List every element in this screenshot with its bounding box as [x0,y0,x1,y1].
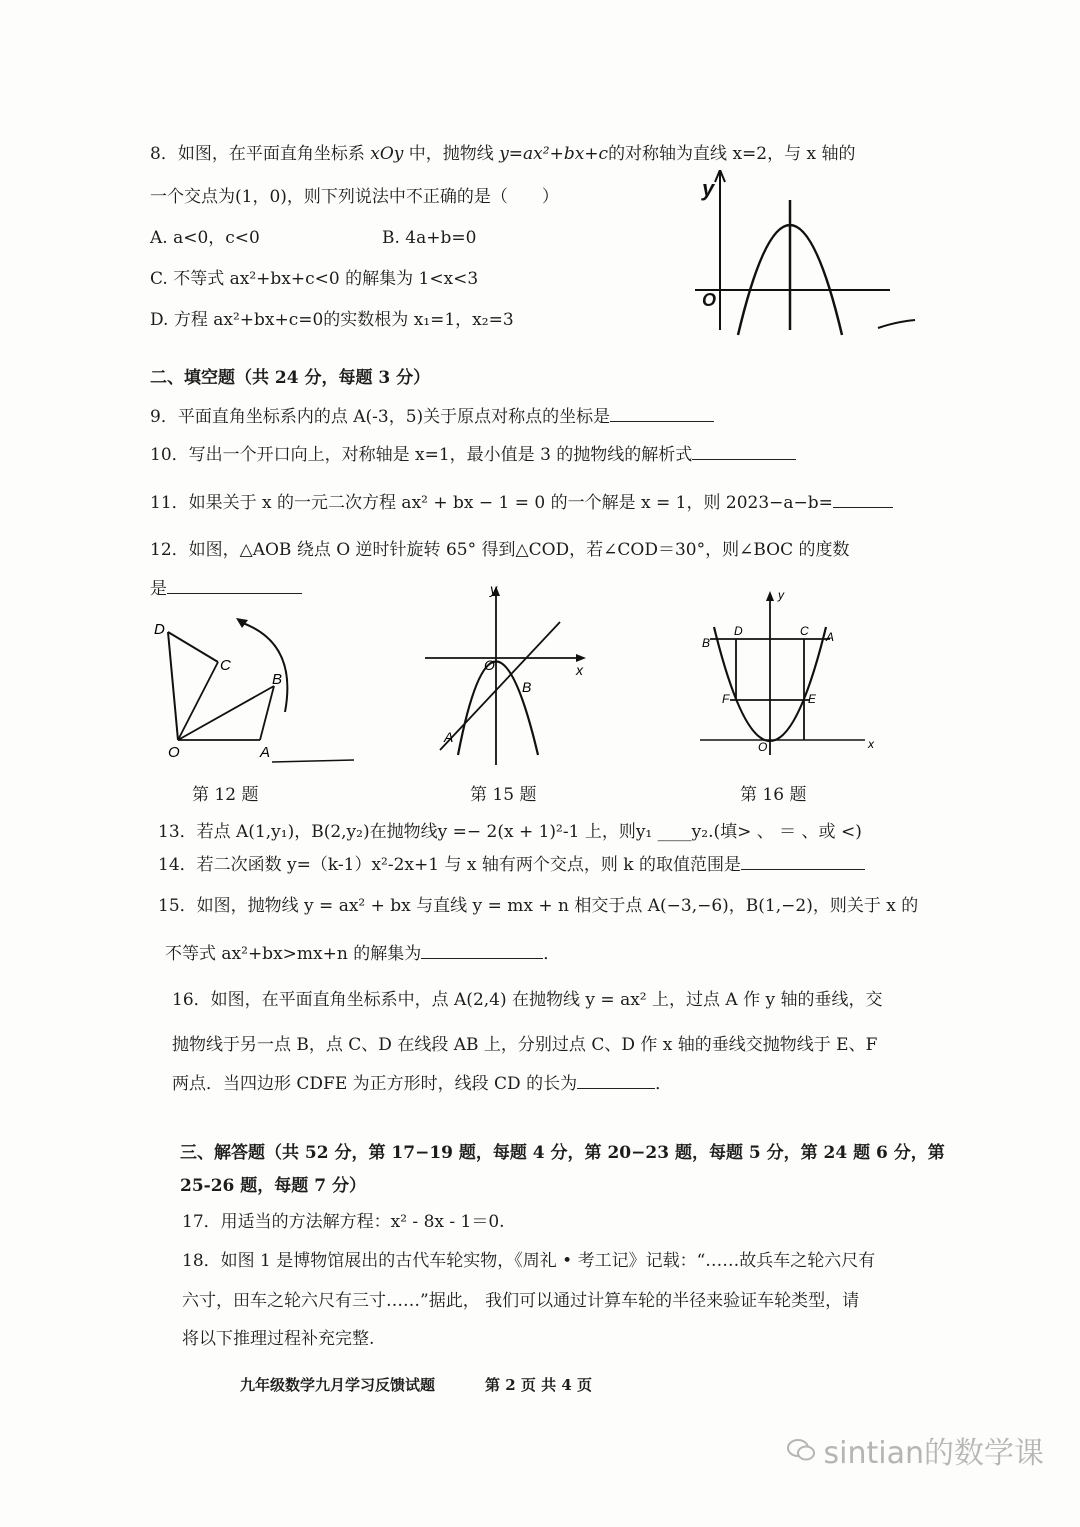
q9 [150,405,714,429]
q10 [150,443,796,467]
watermark [786,1428,1044,1472]
caption-12: 第 12 题 [192,785,259,805]
answer-blank[interactable] [692,443,796,460]
q16-line3 [172,1072,672,1096]
figure-16 [690,585,890,760]
label-b: B [702,636,711,650]
stray-mark [878,320,915,328]
wechat-icon [786,1437,816,1463]
label-d: D [734,624,743,638]
q16-text: 两点．当四边形 CDFE 为正方形时，线段 CD 的长为 [172,1074,578,1094]
parabola-curve [458,662,538,756]
figure-12 [150,612,370,772]
q8-text-part: 8．如图，在平面直角坐标系 [150,144,371,164]
q14 [158,853,865,877]
footer-title: 九年级数学九月学习反馈试题 [240,1376,436,1394]
q8-text-part: 中，抛物线 [403,144,500,164]
q15-line1: 15．如图，抛物线 y = ax² + bx 与直线 y = mx + n 相交于点 A(−3,−6)，B(1,−2)，则关于 x 的 [158,896,919,916]
label-c: C [800,624,809,638]
q9-text: 9．平面直角坐标系内的点 A(-3，5)关于原点对称点的坐标是 [150,407,611,427]
y-label: y [702,176,715,201]
label-d: D [154,621,165,638]
q18-line2: 六寸，田车之轮六尺有三寸……”据此， 我们可以通过计算车轮的半径来验证车轮类型，请 [182,1291,860,1311]
origin-label: O [758,740,768,754]
label-a: A [826,630,835,644]
label-b: B [522,679,532,695]
answer-blank[interactable] [167,577,302,594]
q8-xoy: xOy [370,144,404,164]
label-o: O [168,744,180,761]
section2-title: 二、填空题（共 24 分，每题 3 分） [150,368,431,388]
segment-do [168,632,178,740]
q8-option-d: D. 方程 ax²+bx+c=0的实数根为 x₁=1，x₂=3 [150,310,514,330]
q8-text-part: 的对称轴为直线 x=2，与 x 轴的 [608,144,856,164]
y-label: y [490,581,497,597]
q8-line2: 一个交点为(1，0)，则下列说法中不正确的是（ ） [150,187,559,207]
q8-line1 [150,142,856,166]
q12-text: 是 [150,579,167,599]
q16-line1: 16．如图，在平面直角坐标系中，点 A(2,4) 在抛物线 y = ax² 上，过点 A 作 y 轴的垂线，交 [172,990,883,1010]
answer-blank[interactable] [741,853,865,870]
line-y-mx-n [440,622,560,750]
q18-line3: 将以下推理过程补充完整. [182,1329,375,1349]
q8-option-b: B. 4a+b=0 [382,228,477,248]
answer-blank[interactable] [833,491,893,508]
answer-blank[interactable] [610,405,714,422]
caption-16: 第 16 题 [740,785,807,805]
q16-end: ． [655,1074,673,1094]
q14-text: 14．若二次函数 y=（k-1）x²-2x+1 与 x 轴有两个交点，则 k 的取值范围是 [158,855,741,875]
q8-option-a: A. a<0，c<0 [150,228,260,248]
footer-page: 第 2 页 共 4 页 [485,1376,592,1394]
segment-dc [168,632,218,662]
q15-text: 不等式 ax²+bx>mx+n 的解集为 [165,944,422,964]
x-label: x [868,737,874,751]
section3-line2: 25-26 题，每题 7 分） [180,1176,366,1196]
q12-line2 [150,577,302,601]
answer-blank[interactable] [421,942,543,959]
q10-text: 10．写出一个开口向上，对称轴是 x=1，最小值是 3 的抛物线的解析式 [150,445,693,465]
x-label: x [576,662,583,678]
label-e: E [808,692,817,706]
section3-line1: 三、解答题（共 52 分，第 17−19 题，每题 4 分，第 20−23 题，每题 5 分，第 24 题 6 分，第 [180,1143,945,1163]
origin-label: O [484,657,495,673]
figure-15 [420,580,595,770]
caption-15: 第 15 题 [470,785,537,805]
label-a: A [444,729,454,745]
q12-line1: 12．如图，△AOB 绕点 O 逆时针旋转 65° 得到△COD，若∠COD＝30°，则∠BOC 的度数 [150,540,850,560]
q18-line1: 18．如图 1 是博物馆展出的古代车轮实物，《周礼 • 考工记》记载：“……故兵车之轮六尺有 [182,1251,876,1271]
origin-label: O [702,290,717,310]
q13: 13．若点 A(1,y₁)，B(2,y₂)在抛物线y =− 2(x + 1)²-1 上，则y₁ ____y₂.(填> 、 ＝ 、或 <) [158,822,862,842]
label-b: B [272,671,283,688]
q11 [150,491,893,515]
rotation-arc [240,622,287,712]
y-label: y [778,588,784,602]
answer-blank[interactable] [577,1072,655,1089]
arrow-head [236,618,248,628]
q17: 17．用适当的方法解方程：x² - 8x - 1＝0. [182,1212,505,1232]
q15-line2 [165,942,560,966]
stray-line [272,760,354,762]
q15-end: ． [543,944,561,964]
label-f: F [722,692,730,706]
q8-figure [690,170,930,340]
segment-ba [260,686,274,740]
q8-equation: y=ax²+bx+c [499,144,609,164]
q8-option-c: C. 不等式 ax²+bx+c<0 的解集为 1<x<3 [150,269,479,289]
label-c: C [220,657,231,674]
x-arrow [576,654,586,662]
y-arrow [766,591,774,601]
watermark-text: sintian的数学课 [823,1436,1044,1471]
q11-text: 11．如果关于 x 的一元二次方程 ax² + bx − 1 = 0 的一个解是 x = 1，则 2023−a−b= [150,493,833,513]
q16-line2: 抛物线于另一点 B，点 C、D 在线段 AB 上，分别过点 C、D 作 x 轴的垂线交抛物线于 E、F [172,1035,878,1055]
label-a: A [260,744,271,761]
